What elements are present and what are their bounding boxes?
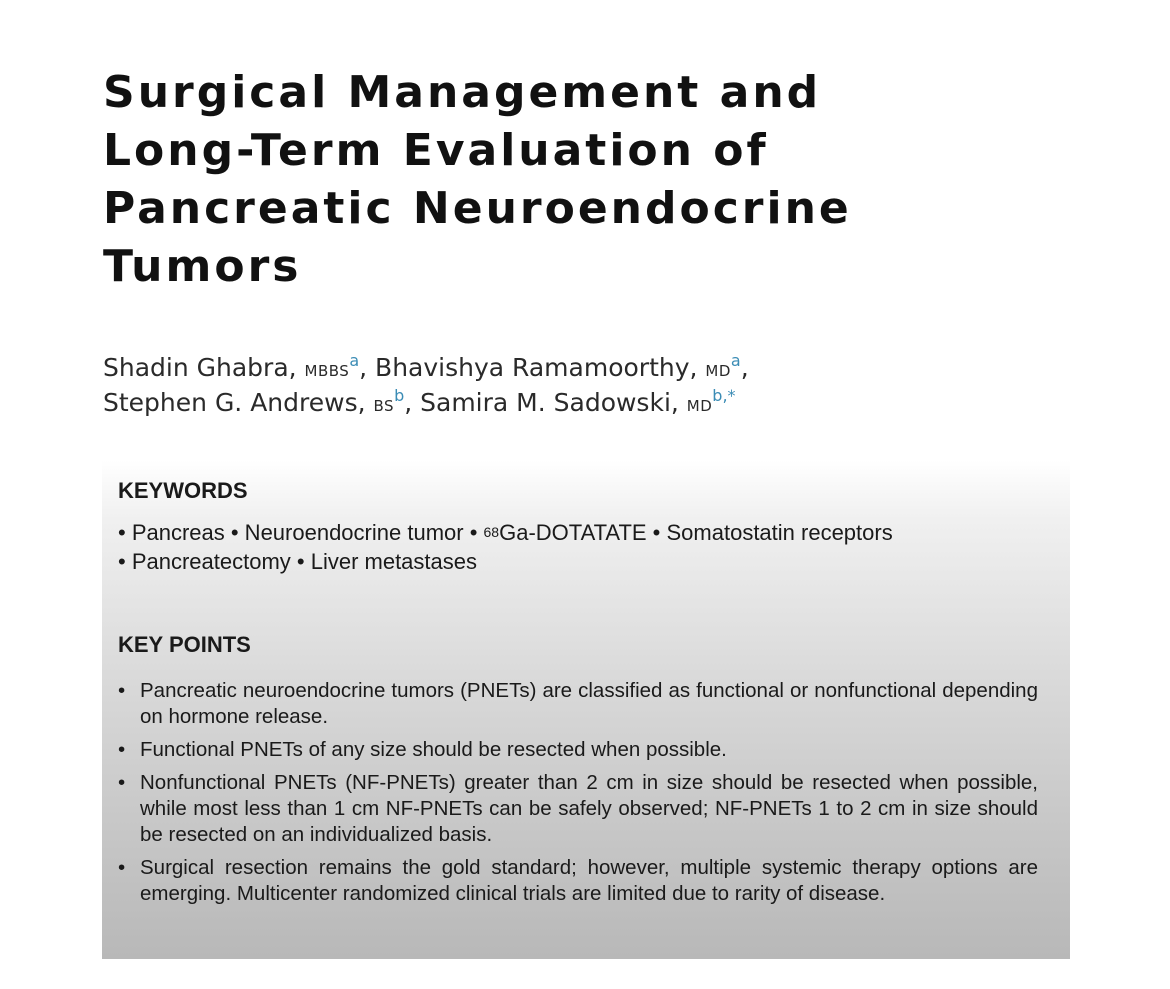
- affiliation-marker[interactable]: b: [394, 386, 405, 405]
- affiliation-marker[interactable]: a: [730, 351, 741, 370]
- key-point-text: Functional PNETs of any size should be resected when possible.: [140, 738, 727, 761]
- keywords-keypoints-box: [102, 460, 1070, 959]
- key-point-item: [118, 678, 1038, 730]
- title-line: Tumors: [103, 241, 302, 292]
- bullet-icon: •: [118, 679, 126, 702]
- key-point-text: Surgical resection remains the gold standard; however, multiple systemic therapy options are emerging. Multicenter randomized clinical trials are limited due to rarity of disease.: [140, 856, 1038, 905]
- title-line: Pancreatic Neuroendocrine: [103, 183, 852, 234]
- author-separator: ,: [404, 388, 413, 417]
- key-point-text: Pancreatic neuroendocrine tumors (PNETs) are classified as functional or nonfunctional depending on hormone release.: [140, 679, 1038, 728]
- affiliation-marker[interactable]: b,*: [712, 386, 736, 405]
- keywords-line: [118, 518, 1058, 547]
- key-points-list: [118, 678, 1038, 914]
- keywords-heading: KEYWORDS: [118, 478, 248, 503]
- author-name: Stephen G. Andrews,: [103, 388, 366, 417]
- author-separator: ,: [740, 353, 749, 382]
- key-point-text: Nonfunctional PNETs (NF-PNETs) greater than 2 cm in size should be resected when possible, while most less than 1 cm NF-PNETs can be safely observed; NF-PNETs 1 to 2 cm in size should be resected on an individualized basis.: [140, 771, 1038, 846]
- author-degree: BS: [373, 397, 395, 415]
- key-points-heading: KEY POINTS: [118, 632, 251, 657]
- title-line: Surgical Management and: [103, 67, 822, 118]
- title-line: Long-Term Evaluation of: [103, 125, 769, 176]
- author-name: Bhavishya Ramamoorthy,: [375, 353, 698, 382]
- author-row: [103, 352, 1103, 387]
- key-point-item: [118, 770, 1038, 848]
- affiliation-marker[interactable]: a: [349, 351, 360, 370]
- article-title: [103, 64, 1103, 296]
- author-degree: MD: [686, 397, 713, 415]
- key-point-item: [118, 737, 1038, 763]
- author-name: Samira M. Sadowski,: [420, 388, 679, 417]
- author-degree: MBBS: [304, 362, 350, 380]
- keywords-text: Ga-DOTATATE • Somatostatin receptors: [499, 520, 893, 545]
- author-separator: ,: [359, 353, 368, 382]
- bullet-icon: •: [118, 738, 126, 761]
- keywords-text: • Pancreas • Neuroendocrine tumor •: [118, 520, 484, 545]
- isotope-superscript: 68: [483, 524, 500, 540]
- key-point-item: [118, 855, 1038, 907]
- bullet-icon: •: [118, 856, 126, 879]
- keywords-line: • Pancreatectomy • Liver metastases: [118, 549, 477, 574]
- author-degree: MD: [705, 362, 731, 380]
- author-list: [103, 352, 1103, 422]
- keywords-list: [118, 518, 1058, 576]
- author-name: Shadin Ghabra,: [103, 353, 297, 382]
- author-row: [103, 387, 1103, 422]
- bullet-icon: •: [118, 771, 126, 794]
